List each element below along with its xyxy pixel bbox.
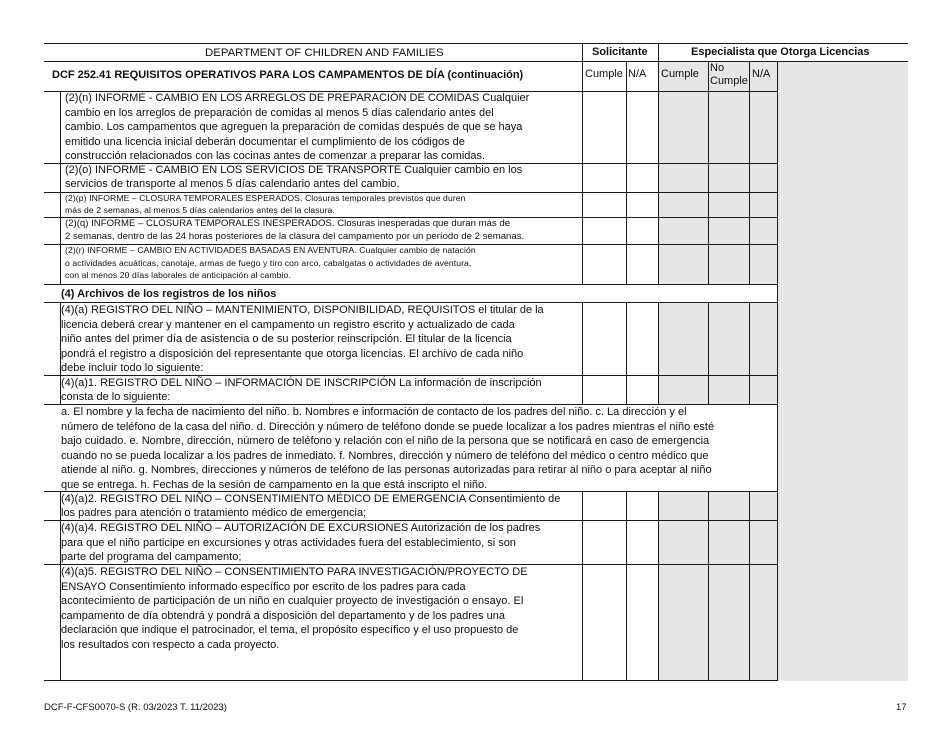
col-specialist-no-cumple-2: Cumple: [710, 75, 748, 87]
department-title: DEPARTMENT OF CHILDREN AND FAMILIES: [205, 47, 444, 59]
row-2p-line-1: (2)(p) INFORME – CLOSURA TEMPORALES ESPERADOS. Closuras temporales previstos que duren: [65, 193, 466, 203]
vrule-na2-2: [749, 302, 750, 404]
row-4a-line-4: pondrá el registro a disposición del representante que otorga licencias. El archivo de cada niño: [61, 347, 524, 360]
row-4a-line-3: niño antes del primer día de asistencia o de su posterior reinscripción. El titular de la licencia: [61, 333, 512, 345]
row-2q-line-2: 2 semanas, dentro de las 24 horas posteriores de la clasura del campamento por un período de 2 semanas.: [65, 231, 525, 242]
vrule-right: [777, 61, 778, 680]
form-id: DCF-F-CFS0070-S (R. 03/2023 T. 11/2023): [44, 702, 227, 713]
vrule-nocumple-2: [708, 302, 709, 404]
vrule-nocumple: [708, 61, 709, 284]
row-2o-line-2: servicios de transporte al menos 5 días calendario antes del cambio.: [65, 178, 400, 190]
row-4a1-list-line-1: a. El nombre y la fecha de nacimiento del niño. b. Nombres e información de contacto de los padres del niño. c. La dirección y el: [61, 406, 687, 418]
row-2r-line-3: con al menos 20 días laborales de anticipación al cambio.: [65, 270, 291, 280]
col-specialist-cumple: Cumple: [661, 68, 699, 80]
doc-title: DCF 252.41 REQUISITOS OPERATIVOS PARA LOS CAMPAMENTOS DE DÍA (continuación): [52, 69, 524, 81]
specialist-shade-section: [778, 61, 908, 681]
row-4a5-line-1: (4)(a)5. REGISTRO DEL NIÑO – CONSENTIMIENTO PARA INVESTIGACIÓN/PROYECTO DE: [61, 566, 528, 578]
applicant-header: Solicitante: [592, 46, 648, 58]
vrule-left-text: [60, 91, 61, 284]
section-4-title: (4) Archivos de los registros de los niños: [61, 288, 277, 300]
row-4a5-line-6: los resultados con respecto a cada proyecto.: [61, 638, 280, 651]
row-2n-line-5: construcción relacionados con las cocinas antes de comenzar a preparar las comidas.: [65, 150, 486, 162]
vrule-na2-3: [749, 491, 750, 680]
col-applicant-na: N/A: [628, 68, 647, 80]
row-2p-line-2: más de 2 semanas, al menos 5 días calendarios antes del la clasura.: [65, 204, 335, 215]
row-4a4-line-2: para que el niño participe en excursiones y otras actividades fuera del establecimiento, si son: [61, 536, 516, 549]
row-2n-line-3: cambio. Los campamentos que agreguen la preparación de comidas después de que se haya: [65, 121, 523, 133]
vrule-na2: [749, 61, 750, 284]
row-2n-line-4: emitido una licencia inicial deberán documentar el cumplimiento de los códigos de: [65, 135, 465, 148]
vrule-applicant-3: [582, 491, 583, 680]
row-4a1-line-2: consta de lo siguiente:: [61, 391, 171, 403]
specialist-shade-rows-2: [659, 302, 778, 404]
row-4a1-list-line-3: bajo cuidado. e. Nombre, dirección, número de teléfono y relación con el niño de la persona que se notificará en caso de emergencia: [61, 435, 710, 447]
vrule-nocumple-3: [708, 491, 709, 680]
row-2n-line-2: cambio en los arreglos de preparación de comidas al menos 5 días calendario antes del: [65, 106, 494, 119]
vrule-applicant: [582, 43, 583, 284]
vrule-na-3: [626, 491, 627, 680]
vrule-specialist-3: [658, 491, 659, 680]
vrule-specialist: [658, 43, 659, 284]
row-2r-line-2: o actividades acuáticas, canotaje, armas de fuego y tiro con arco, cabalgatas o actividades de aventura,: [65, 257, 472, 268]
col-specialist-no-cumple-1: No: [710, 62, 725, 74]
vrule-specialist-2: [658, 302, 659, 404]
page-number: 17: [896, 702, 907, 713]
row-2q-line-1: (2)(q) INFORME – CLOSURA TEMPORALES INESPERADOS. Closuras inesperadas que duran más de: [65, 218, 511, 229]
vrule-na-2: [626, 302, 627, 404]
row-4a1-line-1: (4)(a)1. REGISTRO DEL NIÑO – INFORMACIÓN DE INSCRIPCIÓN La información de inscripción: [61, 377, 542, 389]
rule-bottom: [44, 680, 778, 681]
specialist-shade-rows: [659, 92, 778, 285]
row-4a-line-2: licencia deberá crear y mantener en el campamento un registro escrito y actualizado de cada: [61, 318, 515, 331]
row-2n-line-1: (2)(n) INFORME - CAMBIO EN LOS ARREGLOS DE PREPARACIÓN DE COMIDAS Cualquier: [65, 92, 530, 104]
row-4a4-line-3: parte del programa del campamento;: [61, 551, 242, 563]
row-4a5-line-3: acontecimiento de participación de un niño en cualquier proyecto de investigación o ensayo. El: [61, 595, 524, 607]
vrule-na: [626, 61, 627, 284]
licensing-specialist-header: Especialista que Otorga Licencias: [691, 46, 870, 58]
col-applicant-cumple: Cumple: [585, 68, 623, 80]
rule-2r: [44, 284, 778, 285]
row-4a-line-1: (4)(a) REGISTRO DEL NIÑO – MANTENIMIENTO, DISPONIBILIDAD, REQUISITOS el titular de la: [61, 304, 544, 316]
row-4a1-list-line-6: que se entrega. h. Fechas de la sesión de campamento en la que está inscripto el niño.: [61, 478, 488, 491]
row-4a1-list-line-4: cuando no se pueda localizar a los padres de inmediato. f. Nombres, dirección y número de teléfono del médico o centro médico que: [61, 449, 709, 462]
col-specialist-na: N/A: [752, 68, 771, 80]
row-4a-line-5: debe incluir todo lo siguiente:: [61, 362, 204, 374]
row-4a2-line-1: (4)(a)2. REGISTRO DEL NIÑO – CONSENTIMIENTO MÉDICO DE EMERGENCIA Consentimiento de: [61, 493, 561, 505]
rule-header-1: [44, 61, 908, 62]
row-4a4-line-1: (4)(a)4. REGISTRO DEL NIÑO – AUTORIZACIÓN DE EXCURSIONES Autorización de los padres: [61, 522, 541, 534]
row-4a2-line-2: los padres para atención o tratamiento médico de emergencia;: [61, 507, 367, 519]
vrule-applicant-2: [582, 302, 583, 404]
row-4a1-list-line-2: número de teléfono de la casa del niño. d. Dirección y número de teléfono donde se puede localizar a los padres mientras el niño esté: [61, 420, 715, 433]
row-4a1-list-line-5: atiende al niño. g. Nombres, direcciones y números de teléfono de las personas autorizadas para retirar al niño o para aceptar al niño: [61, 464, 712, 476]
row-2o-line-1: (2)(o) INFORME - CAMBIO EN LOS SERVICIOS DE TRANSPORTE Cualquier cambio en los: [65, 164, 523, 176]
rule-top: [44, 43, 908, 44]
row-2r-line-1: (2)(r) INFORME – CAMBIO EN ACTIVIDADES BASADAS EN AVENTURA. Cualquier cambio de natación: [65, 245, 476, 255]
row-4a5-line-2: ENSAYO Consentimiento informado específico por escrito de los padres para cada: [61, 580, 466, 593]
row-4a5-line-5: declaración que indique el patrocinador, el tema, el propósito específico y el uso propuesto de: [61, 624, 519, 636]
row-4a5-line-4: campamento de día obtendrá y pondrá a disposición del departamento y de los padres una: [61, 609, 505, 622]
